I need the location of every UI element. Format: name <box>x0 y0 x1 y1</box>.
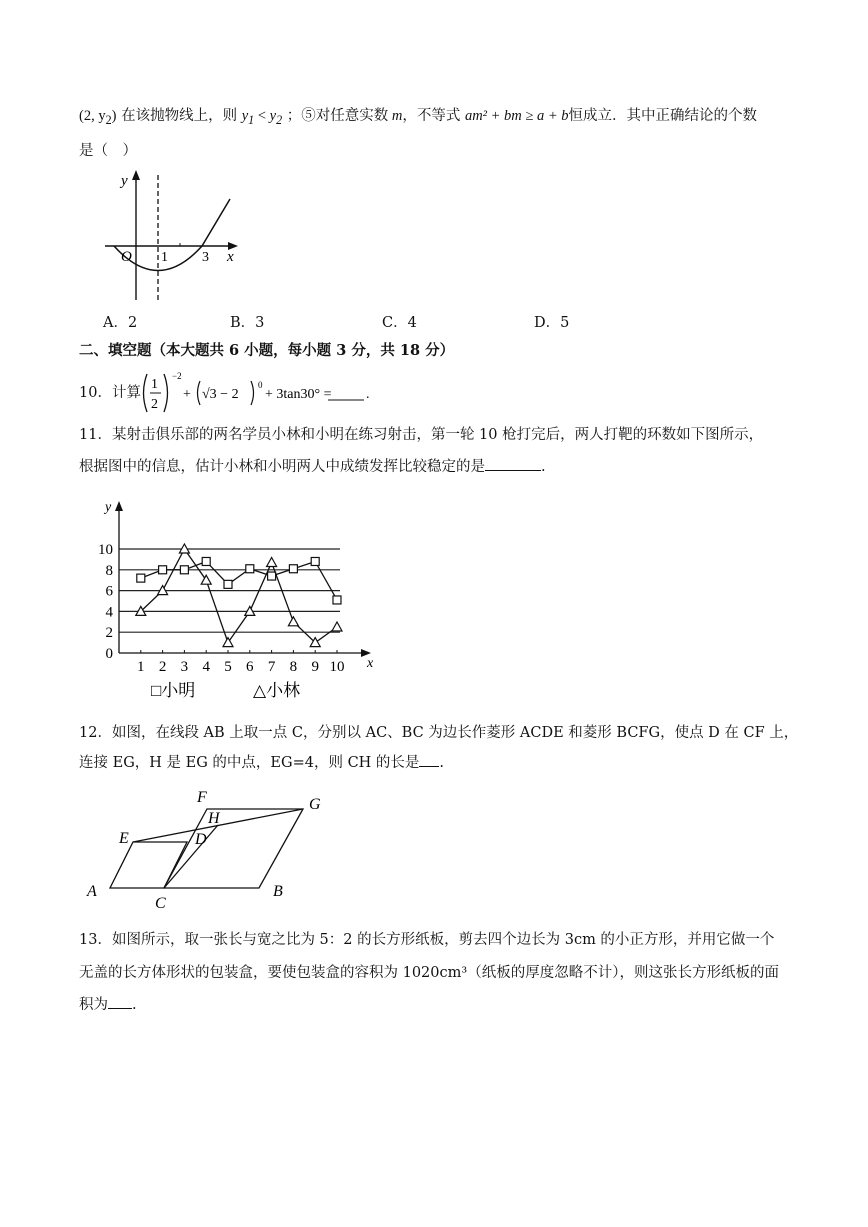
point-square-9 <box>311 557 319 565</box>
point-triangle-8 <box>288 617 298 626</box>
point-square-7 <box>268 572 276 580</box>
q9-line1 <box>79 106 757 130</box>
y-tick-label-2: 2 <box>105 625 113 642</box>
legend-xiaolin: △小林 <box>253 681 301 700</box>
graph-y-arrow <box>132 170 140 180</box>
shooting-chart <box>95 495 385 705</box>
q10-formula <box>140 370 380 416</box>
label-C: C <box>155 895 166 912</box>
point-square-10 <box>333 596 341 604</box>
q9-y2: $y_2$ <box>269 108 283 127</box>
y-tick-label-6: 6 <box>105 583 113 600</box>
label-H: H <box>208 810 220 827</box>
q13-line1: 13．如图所示，取一张长与宽之比为 5：2 的长方形纸板，剪去四个边长为 3cm 的小正方形，并用它做一个 <box>79 932 775 948</box>
graph-label-one: 1 <box>161 250 168 265</box>
point-square-2 <box>159 566 167 574</box>
x-tick-label-4: 4 <box>202 659 210 675</box>
q11-line2-text: 根据图中的信息，估计小林和小明两人中成绩发挥比较稳定的是 <box>79 459 485 475</box>
q12-line1: 12．如图，在线段 AB 上取一点 C，分别以 AC、BC 为边长作菱形 ACDE 和菱形 BCFG，使点 D 在 CF 上， <box>79 725 799 741</box>
label-B: B <box>273 883 283 900</box>
x-tick-label-3: 3 <box>180 659 189 675</box>
label-F: F <box>197 789 207 806</box>
q10-half-num: 1 <box>151 377 158 392</box>
q11-line2 <box>79 456 546 477</box>
q10-paren2-right <box>251 381 254 405</box>
q13-line3-text: 积为 <box>79 997 108 1013</box>
rhombus-acde <box>110 842 187 888</box>
q9-text-b: ；⑤对任意实数 <box>286 108 389 124</box>
x-tick-label-1: 1 <box>137 659 145 675</box>
q12-line2 <box>79 752 444 773</box>
x-tick-label-9: 9 <box>311 659 319 675</box>
point-triangle-10 <box>332 622 342 631</box>
graph-label-three: 3 <box>202 250 209 265</box>
label-G: G <box>309 796 321 813</box>
q10-root: √3 − 2 <box>202 387 239 402</box>
q13-line3 <box>79 994 137 1015</box>
q10-plus1: + <box>183 387 191 402</box>
q13-line2: 无盖的长方体形状的包装盒，要使包装盒的容积为 1020cm³（纸板的厚度忽略不计），则这张长方形纸板的面 <box>79 965 779 981</box>
q9-y1: $y_1$ <box>241 108 255 127</box>
q9-text-c: ，不等式 <box>402 108 461 124</box>
x-tick-label-2: 2 <box>158 659 167 675</box>
graph-label-origin: O <box>121 249 132 265</box>
y-axis-arrow <box>115 501 123 511</box>
q10-paren-right <box>164 374 168 412</box>
q10-label: 10．计算 <box>79 385 141 401</box>
q9-m: m <box>388 108 403 124</box>
q9-inequality: am² + bm ≥ a + b <box>464 108 569 124</box>
q11-end: . <box>541 459 546 475</box>
x-axis-label: x <box>367 656 374 671</box>
y-tick-label-4: 4 <box>105 604 113 621</box>
q11-line1: 11．某射击俱乐部的两名学员小林和小明在练习射击，第一轮 10 枪打完后，两人打靶的环数如下图所示， <box>79 427 764 443</box>
q11-blank[interactable] <box>485 456 541 471</box>
q9-lt: < <box>254 108 270 124</box>
choice-c[interactable]: C．4 <box>382 315 417 331</box>
x-tick-label-6: 6 <box>246 659 254 675</box>
q12-line2-text: 连接 EG，H 是 EG 的中点，EG=4，则 CH 的长是 <box>79 755 420 771</box>
choice-b[interactable]: B．3 <box>230 315 265 331</box>
q10-exp2: 0 <box>258 380 263 390</box>
x-tick-label-8: 8 <box>289 659 298 675</box>
rhombus-bcfg <box>164 809 303 888</box>
q12-end: . <box>439 755 445 771</box>
q13-blank[interactable] <box>108 994 132 1009</box>
q13-end: . <box>132 997 137 1013</box>
point-triangle-5 <box>223 638 233 647</box>
y-tick-label-8: 8 <box>105 562 113 579</box>
legend-xiaoming: □小明 <box>151 681 196 700</box>
label-E: E <box>119 830 129 847</box>
point-triangle-7 <box>267 558 277 567</box>
x-tick-label-5: 5 <box>224 659 232 675</box>
q9-text-d: 恒成立．其中正确结论的个数 <box>568 108 758 124</box>
x-tick-label-7: 7 <box>267 659 276 675</box>
point-square-1 <box>137 574 145 582</box>
series-line-triangle <box>141 549 337 643</box>
point-triangle-4 <box>201 575 211 584</box>
q9-line2: 是（ ） <box>79 143 137 159</box>
graph-label-y: y <box>121 173 128 189</box>
q9-parabola-graph <box>100 165 250 305</box>
q10-paren2-left <box>198 381 201 405</box>
section-2-header: 二、填空题（本大题共 6 小题，每小题 3 分，共 18 分） <box>79 342 455 359</box>
point-square-4 <box>202 557 210 565</box>
q12-blank[interactable] <box>419 752 439 767</box>
q9-text-a: 在该抛物线上，则 <box>121 108 238 124</box>
series-line-square <box>141 561 337 599</box>
point-square-8 <box>289 565 297 573</box>
q10-exp1: −2 <box>172 371 182 381</box>
label-D: D <box>195 831 207 848</box>
graph-label-x: x <box>227 249 234 265</box>
y-axis-label: y <box>105 500 112 515</box>
y-tick-label-10: 10 <box>98 542 113 558</box>
point-square-3 <box>180 566 188 574</box>
choice-d[interactable]: D．5 <box>534 315 570 331</box>
choice-a[interactable]: A．2 <box>103 315 138 331</box>
q10-paren-left <box>144 374 148 412</box>
x-tick-label-10: 10 <box>329 659 345 675</box>
q10-half-den: 2 <box>151 397 158 412</box>
point-square-6 <box>246 565 254 573</box>
label-A: A <box>87 883 97 900</box>
q10-end: . <box>366 387 370 402</box>
point-square-5 <box>224 580 232 588</box>
q9-point: (2, $y_2$) <box>79 108 117 127</box>
q10-tail: + 3tan30° = <box>265 387 332 402</box>
q10-line <box>79 383 141 403</box>
q12-rhombus-figure <box>80 782 340 917</box>
y-tick-label-0: 0 <box>105 646 113 662</box>
